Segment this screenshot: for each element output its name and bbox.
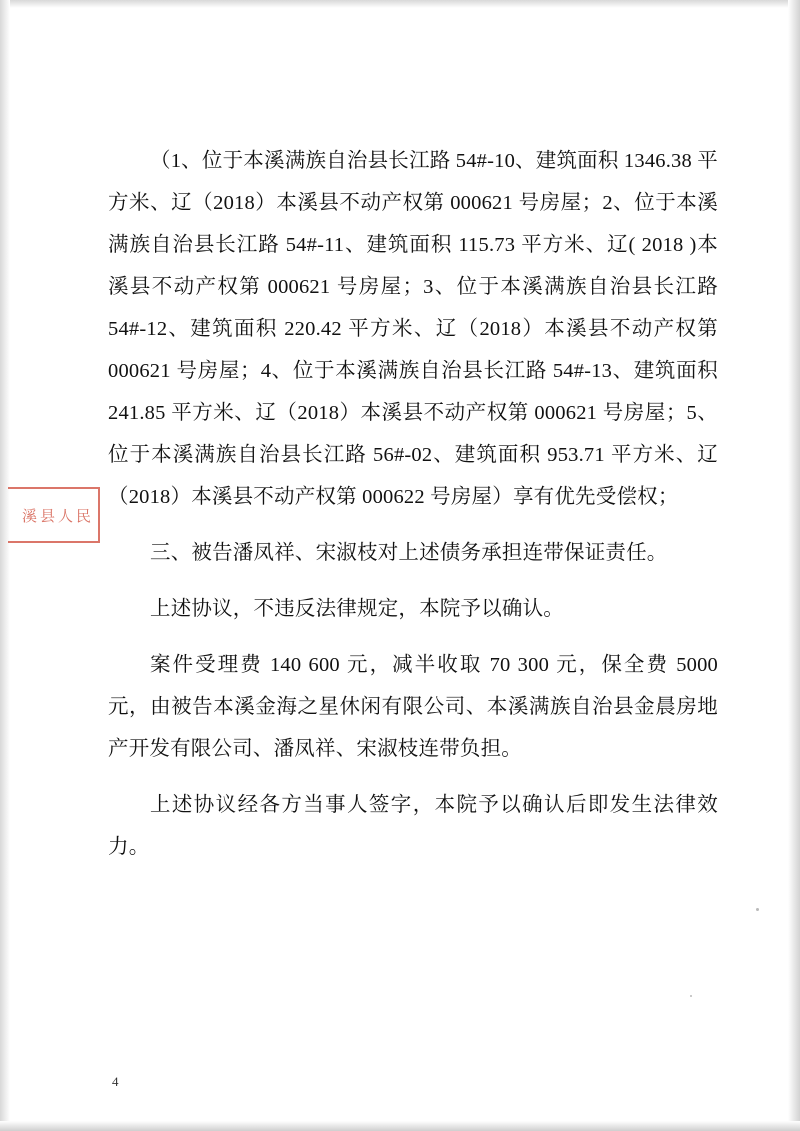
scan-edge-left: [0, 0, 10, 1131]
paragraph-case-fees: 案件受理费 140 600 元，减半收取 70 300 元，保全费 5000 元，由被告本溪金海之星休闲有限公司、本溪满族自治县金晨房地产开发有限公司、潘凤祥、宋淑枝连带负担。: [108, 654, 718, 760]
paragraph-property-list: （1、位于本溪满族自治县长江路 54#-10、建筑面积 1346.38 平方米、辽（2018）本溪县不动产权第 000621 号房屋；2、位于本溪满族自治县长江路 54#-11、建筑面积 115.73 平方米、辽( 2018 )本溪县不动产权第 000621 号房屋；3、位于本溪满族自治县长江路 54#-12、建筑面积 220.42 平方米、辽（2018）本溪县不动产权第 000621 号房屋；4、位于本溪满族自治县长江路 54#-13、建筑面积 241.85 平方米、辽（2018）本溪县不动产权第 000621 号房屋；5、位于本溪满族自治县长江路 56#-02、建筑面积 953.71 平方米、辽（2018）本溪县不动产权第 000622 号房屋）享有优先受偿权；: [108, 150, 718, 508]
paragraph-agreement-confirmation: 上述协议，不违反法律规定，本院予以确认。: [150, 598, 564, 620]
seal-text: 溪县人民: [21, 508, 94, 525]
official-seal-stamp: [8, 487, 100, 543]
scan-edge-right: [788, 0, 800, 1131]
scan-speck: [756, 908, 759, 911]
page-number: 4: [112, 1074, 119, 1089]
paragraph-clause-three: 三、被告潘凤祥、宋淑枝对上述债务承担连带保证责任。: [150, 542, 668, 564]
scan-edge-top: [0, 0, 800, 8]
scan-speck: [690, 995, 692, 997]
document-body: [108, 140, 718, 868]
paragraph-legal-effect: 上述协议经各方当事人签字，本院予以确认后即发生法律效力。: [108, 794, 718, 858]
scan-edge-bottom: [0, 1121, 800, 1131]
